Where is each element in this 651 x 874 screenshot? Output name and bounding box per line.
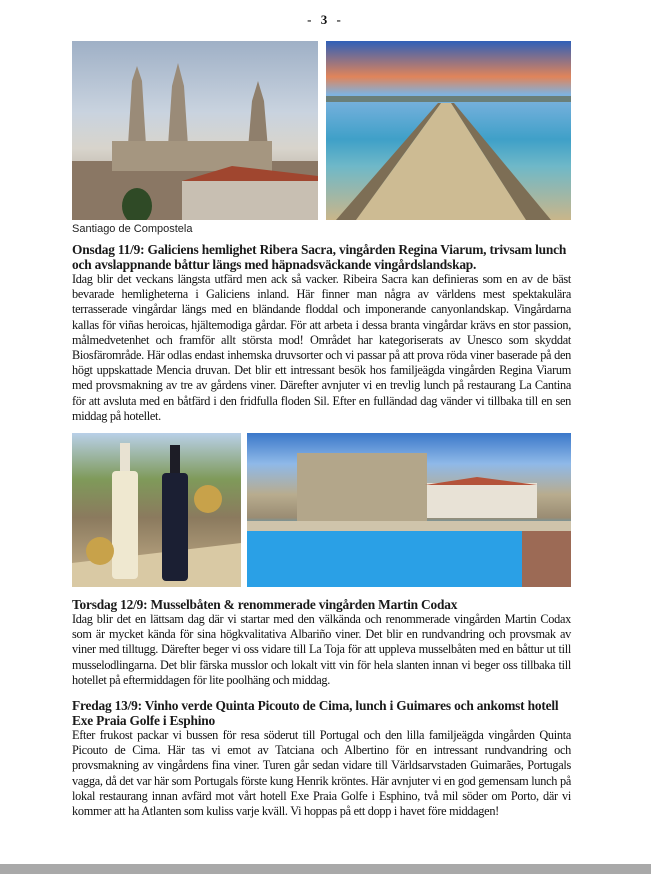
section-body: Efter frukost packar vi bussen för resa söderut till Portugal och den lilla familjeägda vingården Quinta Picouto de Cima. Här tas vi emot av Tatciana och Albertino för en intressant rundvandring och provsmakning av vingårdens fina viner. Turen går sedan vidare till Världsarvstaden Guimarães, Portugals vagga, då det var här som Portugals förste kung Henrik kröntes. Här avnjuter vi en god gemensam lunch på lokal restaurang innan avfärd mot vårt hotell Exe Praia Golfe i Esphino, två mil söder om Porto, där vi kommer att ha Atlanten som kuliss varje kväll. Vi hoppas på ett dopp i havet före middagen!	[72, 728, 571, 819]
section-body: Idag blir det veckans längsta utfärd men ack så vacker. Ribeira Sacra kan definieras som en av de bäst bevarade hemligheterna i Galiciens inland. Här finner man några av världens mest spektakulära terrasserade vingårdar längs med en bländande floddal och imponerande canyonlandskap. Vingårdarna kallas för viñas heroicas, hjältemodiga gårdar. För att arbeta i dessa branta vingårdar krävs en stor passion, målmedvetenhet och framför allt största mod! Området har kategoriserats av Unesco som skyddat Biosfärområde. Här odlas endast inhemska druvsorter och vi passar på att prova röda viner baserade på den högt uppskattade Mencia druvan. Det blir ett intressant besök hos familjeägda vingården Regina Viarum med provsmakning av tre av gårdens viner. Därefter avnjuter vi en trevlig lunch på restaurang La Cantina för att avsluta med en båtfärd i den fridfulla floden Sil. Efter en fulländad dag vänder vi tillbaka till en sen middag på hotellet.	[72, 272, 571, 423]
hotel-pool-photo	[247, 433, 571, 587]
section-wednesday	[72, 242, 571, 424]
section-heading: Onsdag 11/9: Galiciens hemlighet Ribera Sacra, vingården Regina Viarum, trivsam lunch och avslappnande båttur längs med häpnadsväckande vingårdslandskap.	[72, 242, 567, 272]
boardwalk-illustration	[326, 41, 571, 220]
hotel-pool-illustration	[247, 433, 571, 587]
page-content	[72, 41, 571, 819]
section-body: Idag blir det en lättsam dag där vi startar med den välkända och renommerade vingården Martin Codax som är mycket kända för sina högkvalitativa Albariño viner. Det blir en rundvandring och provsmak av viner med tilltugg. Därefter beger vi oss vidare till La Toja för att uppleva musselbåten med en båttur ut till musselodlingarna. Det blir färska musslor och lokalt vitt vin för hela slanten innan vi beger oss tillbaka till hotellet på eftermiddagen för lite poolhäng och middag.	[72, 612, 571, 687]
page-number: - 3 -	[307, 12, 344, 27]
page-bottom-divider	[0, 864, 651, 874]
section-heading: Fredag 13/9: Vinho verde Quinta Picouto de Cima, lunch i Guimares och ankomst hotell Exe Praia Golfe i Esphino	[72, 698, 559, 729]
boardwalk-sea-photo	[326, 41, 571, 220]
section-friday	[72, 698, 571, 819]
wine-bottles-illustration	[72, 433, 241, 587]
santiago-cathedral-photo	[72, 41, 318, 220]
photo-caption: Santiago de Compostela	[72, 223, 193, 235]
middle-photo-row	[72, 433, 571, 587]
section-heading: Torsdag 12/9: Musselbåten & renommerade vingården Martin Codax	[72, 597, 458, 613]
wine-bottles-photo	[72, 433, 241, 587]
cathedral-illustration	[72, 41, 318, 220]
section-thursday	[72, 597, 571, 688]
top-photo-row	[72, 41, 571, 220]
